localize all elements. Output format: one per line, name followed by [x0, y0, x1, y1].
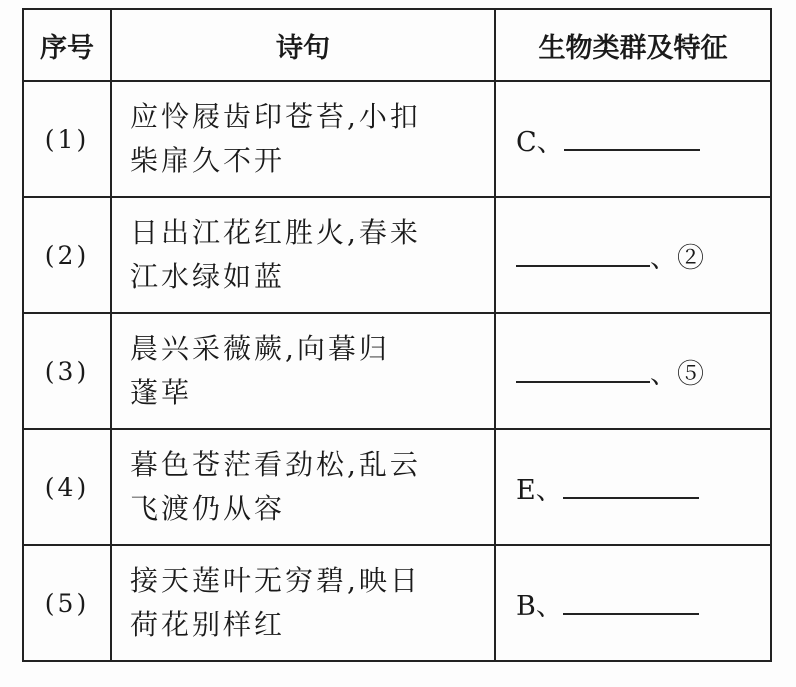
row-number: (4)	[23, 429, 111, 545]
poem-cell	[111, 545, 495, 661]
poem-line: 飞渡仍从容	[130, 492, 286, 525]
poem-line: 暮色苍茫看劲松,乱云	[130, 448, 421, 481]
row-number: (2)	[23, 197, 111, 313]
answer-blank[interactable]	[563, 587, 699, 615]
poem-line: 柴扉久不开	[130, 144, 286, 177]
table-row	[23, 545, 771, 661]
feature-prefix: C、	[516, 126, 564, 158]
feature-suffix: 、⑤	[650, 358, 704, 390]
row-number: (5)	[23, 545, 111, 661]
feature-cell	[495, 197, 771, 313]
poem-line: 荷花别样红	[130, 608, 286, 641]
feature-prefix: B、	[516, 590, 563, 622]
poem-line: 应怜屐齿印苍苔,小扣	[130, 100, 421, 133]
feature-cell	[495, 429, 771, 545]
poem-cell	[111, 81, 495, 197]
row-number: (3)	[23, 313, 111, 429]
table-header-row	[23, 9, 771, 81]
feature-suffix: 、②	[650, 242, 704, 274]
poem-line: 江水绿如蓝	[130, 260, 286, 293]
answer-blank[interactable]	[516, 355, 650, 383]
row-number: (1)	[23, 81, 111, 197]
table-row	[23, 429, 771, 545]
header-number: 序号	[23, 9, 111, 81]
poem-organism-table	[22, 8, 772, 662]
table-row	[23, 81, 771, 197]
poem-line: 接天莲叶无穷碧,映日	[130, 564, 421, 597]
feature-prefix: E、	[516, 474, 563, 506]
answer-blank[interactable]	[516, 239, 650, 267]
table-row	[23, 197, 771, 313]
feature-cell	[495, 545, 771, 661]
feature-cell	[495, 81, 771, 197]
table-row	[23, 313, 771, 429]
poem-line: 蓬荜	[130, 376, 193, 409]
poem-line: 晨兴采薇蕨,向暮归	[130, 332, 390, 365]
answer-blank[interactable]	[564, 123, 700, 151]
header-poem: 诗句	[111, 9, 495, 81]
header-feature: 生物类群及特征	[495, 9, 771, 81]
poem-line: 日出江花红胜火,春来	[130, 216, 421, 249]
poem-cell	[111, 313, 495, 429]
answer-blank[interactable]	[563, 471, 699, 499]
feature-cell	[495, 313, 771, 429]
poem-cell	[111, 429, 495, 545]
poem-cell	[111, 197, 495, 313]
